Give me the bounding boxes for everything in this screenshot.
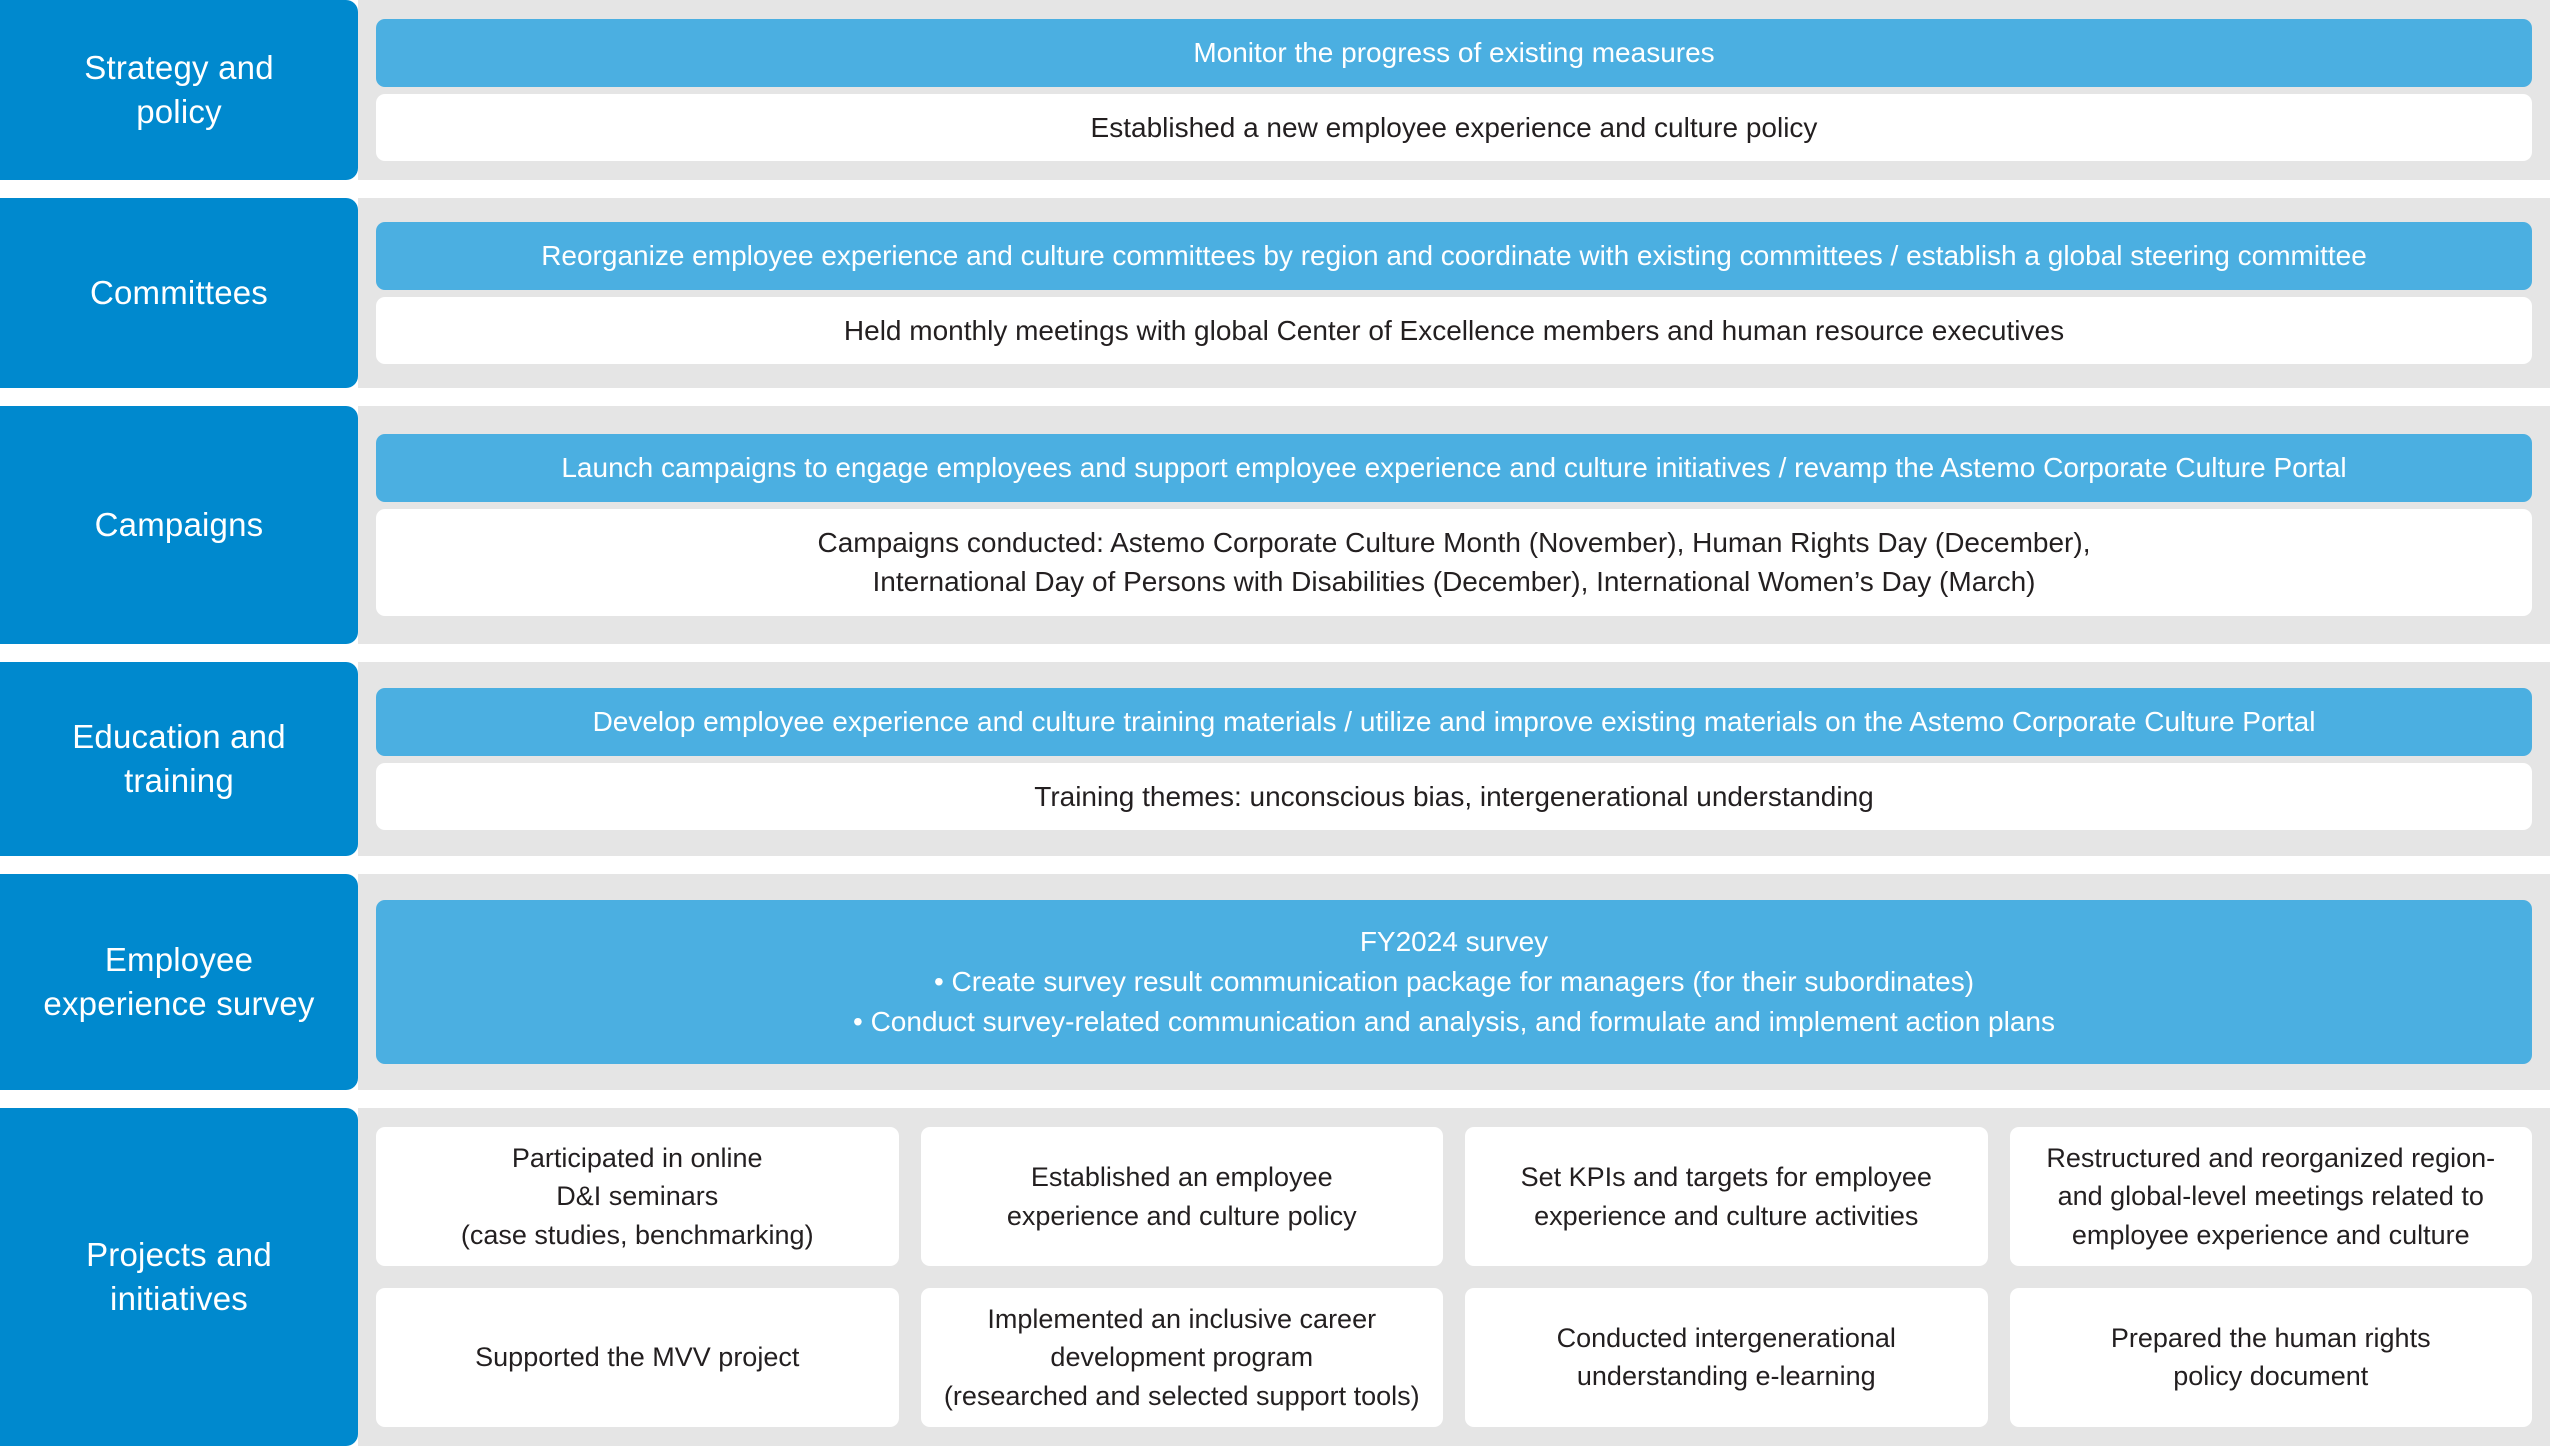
plan-banner-line-1: FY2024 survey	[1359, 926, 1549, 958]
row-committees	[0, 198, 2550, 388]
project-card-text: Set KPIs and targets for employee experience and culture activities	[1520, 1162, 1932, 1231]
category-line-1: Campaigns	[94, 506, 264, 544]
project-card-text: Supported the MVV project	[475, 1342, 800, 1373]
content-panel-strategy-and-policy	[358, 0, 2550, 180]
result-note-campaigns	[376, 509, 2532, 617]
category-line-1: Committees	[89, 274, 269, 312]
project-card-text: Implemented an inclusive career development program (researched and selected support tools)	[943, 1304, 1420, 1411]
content-panel-committees	[358, 198, 2550, 388]
project-card	[1465, 1127, 1988, 1266]
category-label-employee-experience-survey	[0, 874, 358, 1090]
project-card-text: Conducted intergenerational understanding e-learning	[1556, 1323, 1896, 1392]
projects-grid	[376, 1127, 2532, 1427]
result-note-line-2: International Day of Persons with Disabilities (December), International Women’s Day (March)	[872, 566, 2036, 598]
category-label-strategy-and-policy	[0, 0, 358, 180]
category-line-2: experience survey	[43, 985, 315, 1022]
project-card	[376, 1127, 899, 1266]
row-campaigns	[0, 406, 2550, 644]
category-line-1: Employee	[104, 941, 254, 979]
content-panel-campaigns	[358, 406, 2550, 644]
row-education-and-training	[0, 662, 2550, 856]
content-panel-projects-and-initiatives	[358, 1108, 2550, 1446]
project-card-text: Established an employee experience and culture policy	[1006, 1162, 1357, 1231]
project-card	[921, 1288, 1444, 1427]
category-label-education-and-training	[0, 662, 358, 856]
plan-banner-committees: Reorganize employee experience and culture committees by region and coordinate with existing committees / establish a global steering committee	[376, 222, 2532, 290]
plan-banner-survey	[376, 900, 2532, 1063]
plan-banner-line-3: • Conduct survey-related communication and analysis, and formulate and implement action plans	[853, 1005, 2055, 1037]
category-line-2: training	[124, 762, 234, 799]
category-label-projects-and-initiatives	[0, 1108, 358, 1446]
category-line-2: policy	[136, 93, 222, 130]
project-card	[2010, 1288, 2533, 1427]
plan-banner-campaigns: Launch campaigns to engage employees and support employee experience and culture initiatives / revamp the Astemo Corporate Culture Portal	[376, 434, 2532, 502]
plan-banner-strategy: Monitor the progress of existing measures	[376, 19, 2532, 87]
row-employee-experience-survey	[0, 874, 2550, 1090]
row-projects-and-initiatives	[0, 1108, 2550, 1446]
project-card-text: Restructured and reorganized region- and global-level meetings related to employee experience and culture	[2046, 1143, 2496, 1250]
project-card	[2010, 1127, 2533, 1266]
project-card	[376, 1288, 899, 1427]
plan-banner-education: Develop employee experience and culture training materials / utilize and improve existing materials on the Astemo Corporate Culture Portal	[376, 688, 2532, 756]
content-panel-employee-experience-survey	[358, 874, 2550, 1090]
plan-banner-line-2: • Create survey result communication package for managers (for their subordinates)	[933, 966, 1975, 998]
row-strategy-and-policy	[0, 0, 2550, 180]
project-card	[1465, 1288, 1988, 1427]
result-note-committees: Held monthly meetings with global Center of Excellence members and human resource executives	[376, 297, 2532, 365]
project-card	[921, 1127, 1444, 1266]
category-label-campaigns	[0, 406, 358, 644]
result-note-line-1: Campaigns conducted: Astemo Corporate Culture Month (November), Human Rights Day (December),	[817, 526, 2091, 558]
project-card-text: Prepared the human rights policy document	[2110, 1323, 2431, 1392]
result-note-education: Training themes: unconscious bias, intergenerational understanding	[376, 763, 2532, 831]
project-card-text: Participated in online D&I seminars (case studies, benchmarking)	[460, 1143, 814, 1250]
category-line-1: Education and	[72, 718, 286, 756]
category-line-1: Strategy and	[84, 49, 274, 87]
category-label-committees	[0, 198, 358, 388]
category-line-1: Projects and	[86, 1236, 272, 1274]
category-line-2: initiatives	[110, 1280, 248, 1317]
result-note-strategy: Established a new employee experience and culture policy	[376, 94, 2532, 162]
content-panel-education-and-training	[358, 662, 2550, 856]
